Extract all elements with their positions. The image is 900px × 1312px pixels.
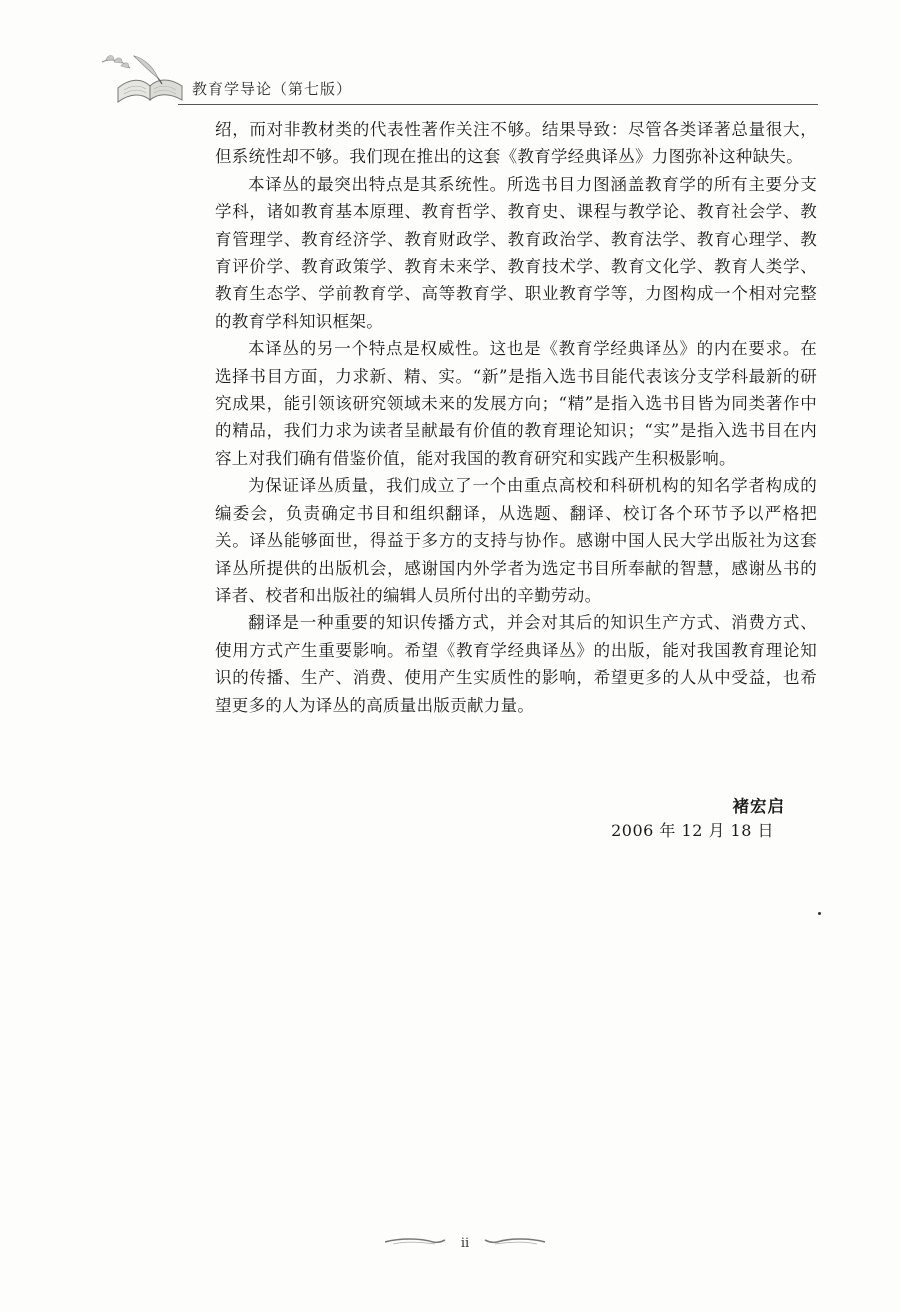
paragraph-5: 翻译是一种重要的知识传播方式，并会对其后的知识生产方式、消费方式、使用方式产生重要影响。希望《教育学经典译丛》的出版，能对我国教育理论知识的传播、生产、消费、使用产生实质性的影响，希望更多的人从中受益，也希望更多的人为译丛的高质量出版贡献力量。 <box>215 613 817 715</box>
signature-date: 2006 年 12 月 18 日 <box>611 821 774 840</box>
paragraph-3: 本译丛的另一个特点是权威性。这也是《教育学经典译丛》的内在要求。在选择书目方面，力求新、精、实。“新”是指入选书目能代表该分支学科最新的研究成果，能引领该研究领域未来的发展方向；“精”是指入选书目皆为同类著作中的精品，我们力求为读者呈献最有价值的教育理论知识；“实”是指入选书目在内容上对我们确有借鉴价值，能对我国的教育研究和实践产生积极影响。 <box>215 339 817 468</box>
paragraph-4: 为保证译丛质量，我们成立了一个由重点高校和科研机构的知名学者构成的编委会，负责确定书目和组织翻译，从选题、翻译、校订各个环节予以严格把关。译丛能够面世，得益于多方的支持与协作。感谢中国人民大学出版社为这套译丛所提供的出版机会，感谢国内外学者为选定书目所奉献的智慧，感谢丛书的译者、校者和出版社的编辑人员所付出的辛勤劳动。 <box>215 476 817 605</box>
page-footer <box>385 1236 545 1256</box>
footer-ornament-right <box>483 1236 545 1248</box>
header-title: 教育学导论（第七版） <box>192 80 353 98</box>
author-signature: 褚宏启 <box>732 797 785 816</box>
body-text <box>215 116 817 719</box>
paragraph-1: 绍，而对非教材类的代表性著作关注不够。结果导致：尽管各类译著总量很大，但系统性却不够。我们现在推出的这套《教育学经典译丛》力图弥补这种缺失。 <box>215 120 817 167</box>
open-book-with-quill-icon <box>100 48 186 104</box>
running-header <box>100 48 820 108</box>
page-number: ii <box>460 1236 470 1251</box>
stray-ink-mark <box>818 912 821 915</box>
header-rule <box>178 104 818 105</box>
paragraph-2: 本译丛的最突出特点是其系统性。所选书目力图涵盖教育学的所有主要分支学科，诸如教育基本原理、教育哲学、教育史、课程与教学论、教育社会学、教育管理学、教育经济学、教育财政学、教育政治学、教育法学、教育心理学、教育评价学、教育政策学、教育未来学、教育技术学、教育文化学、教育人类学、教育生态学、学前教育学、高等教育学、职业教育学等，力图构成一个相对完整的教育学科知识框架。 <box>215 174 817 331</box>
